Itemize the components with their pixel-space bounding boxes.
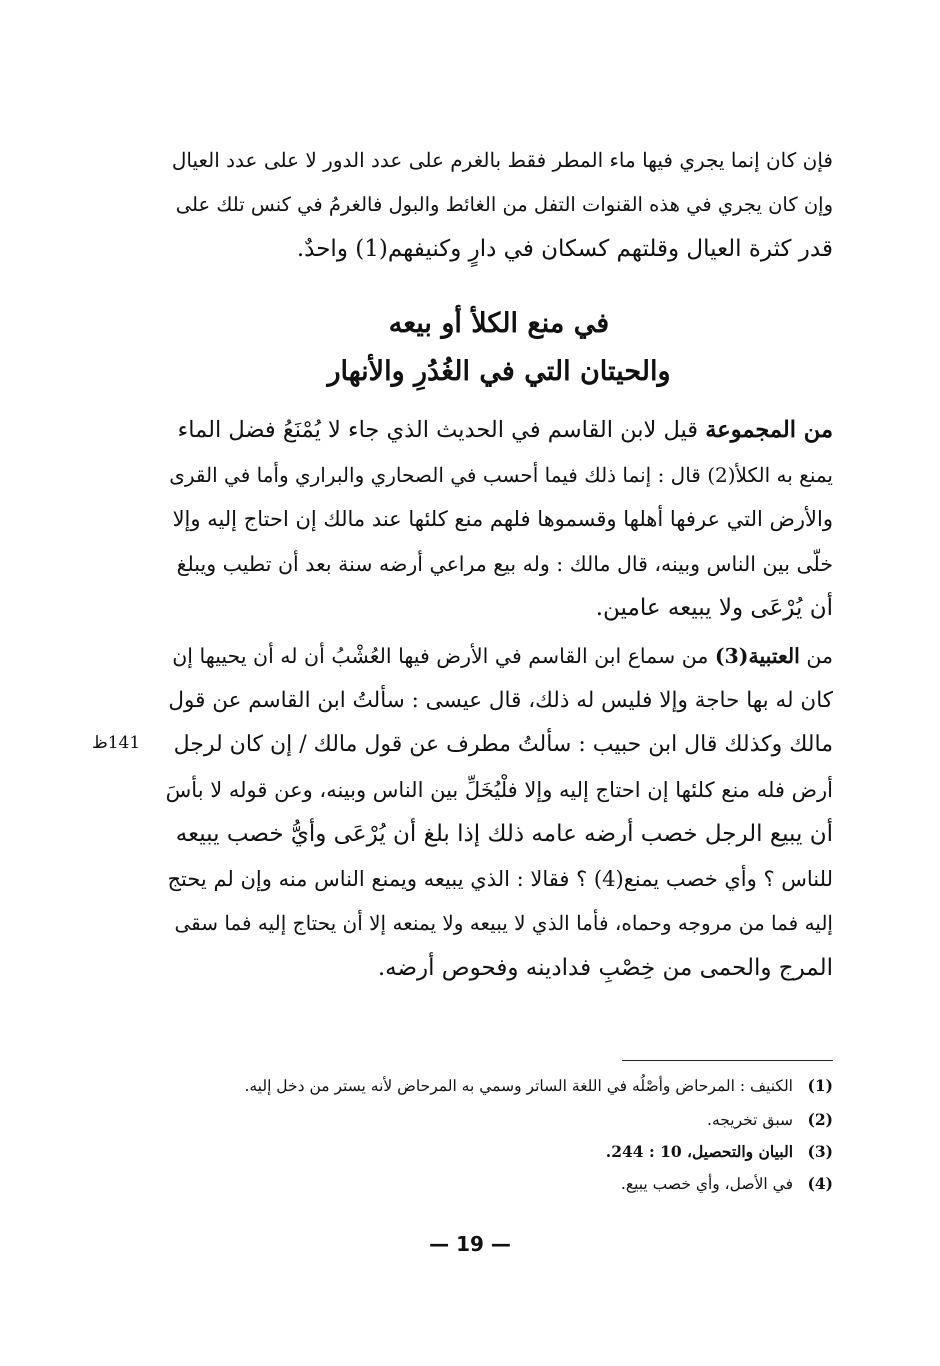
- text-line: أن يُرْعَى ولا يبيعه عامين.: [595, 595, 833, 621]
- heading-line-2: والحيتان التي في الغُدُرِ والأنهار: [327, 356, 671, 387]
- paragraph-utbiya: [165, 634, 833, 990]
- footnote-number: (1): [807, 1076, 833, 1095]
- line-text: من سماع ابن القاسم في الأرض فيها العُشْبُ أن له أن يحييها إن: [172, 644, 715, 668]
- text-line: فإن كان إنما يجري فيها ماء المطر فقط بالغرم على عدد الدور لا على عدد العيال: [171, 148, 833, 172]
- text-line: إليه فما من مروجه وحماه، فأما الذي لا يبيعه ولا يمنعه إلا أن يحتاج إليه فما سقى: [174, 911, 833, 935]
- footnote: [193, 1076, 833, 1095]
- footnote: [193, 1174, 833, 1193]
- footnote-text: الكنيف : المرحاض وأصْلُه في اللغة الساتر وسمي به المرحاض لأنه يستر من دخل إليه.: [244, 1077, 793, 1095]
- footnote-number: (4): [807, 1174, 833, 1193]
- text-line: قدر كثرة العيال وقلتهم كسكان في دارٍ وكنيفهم(1) واحدٌ.: [296, 236, 833, 262]
- text-line: مالك وكذلك قال ابن حبيب : سألتُ مطرف عن قول مالك / إن كان لرجل: [173, 732, 833, 757]
- text-line: كان له بها حاجة وإلا فليس له ذلك، قال عيسى : سألتُ ابن القاسم عن قول: [168, 687, 833, 713]
- footnote-text: البيان والتحصيل، 10 : 244.: [605, 1142, 793, 1161]
- text-line: خلّى بين الناس وبينه، قال مالك : وله بيع مراعي أرضه سنة بعد أن تطيب ويبلغ: [176, 551, 833, 576]
- footnote-separator: [622, 1060, 833, 1061]
- page-number: — 19 —: [429, 1232, 511, 1256]
- source-name: من المجموعة: [705, 417, 833, 443]
- footnote-text: سبق تخريجه.: [707, 1111, 793, 1129]
- intro-paragraph: [165, 138, 833, 272]
- margin-note: 141ظ: [92, 733, 141, 753]
- text-line: المرج والحمى من خِصْبِ فدادينه وفحوص أرضه.: [377, 954, 833, 981]
- text-line: [165, 634, 833, 679]
- text-line: [165, 408, 833, 453]
- line-prefix: من: [799, 644, 833, 668]
- footnote-text: في الأصل، وأي خصب يبيع.: [620, 1175, 793, 1193]
- footnote: [193, 1110, 833, 1129]
- text-line: أن يبيع الرجل خصب أرضه عامه ذلك إذا بلغ أن يُرْعَى وأيُّ خصب يبيعه: [175, 821, 833, 847]
- paragraph-majmua: [165, 408, 833, 631]
- line-text: قيل لابن القاسم في الحديث الذي جاء لا يُمْنَعُ فضل الماء: [177, 417, 706, 443]
- heading-line-1: في منع الكلأ أو بيعه: [388, 308, 610, 339]
- text-line: والأرض التي عرفها أهلها وقسموها فلهم منع كلئها عند مالك إن احتاج إليه وإلا: [172, 507, 833, 531]
- footnote-number: (3): [807, 1142, 833, 1161]
- source-name: العتبية(3): [714, 644, 800, 668]
- text-line: وإن كان يجري في هذه القنوات التفل من الغائط والبول فالغرمُ في كنس تلك على: [175, 192, 833, 216]
- text-line: يمنع به الكلأ(2) قال : إنما ذلك فيما أحسب في الصحاري والبراري وأما في القرى: [169, 462, 833, 487]
- text-line: أرض فله منع كلئها إن احتاج إليه وإلا فلْيُخَلِّ بين الناس وبينه، وعن قوله لا بأسَ: [165, 777, 833, 802]
- footnote-number: (2): [807, 1110, 833, 1129]
- footnote: [193, 1142, 833, 1161]
- section-heading: [165, 300, 833, 396]
- text-line: للناس ؟ وأي خصب يمنع(4) ؟ فقالا : الذي يبيعه ويمنع الناس منه وإن لم يحتج: [167, 866, 833, 891]
